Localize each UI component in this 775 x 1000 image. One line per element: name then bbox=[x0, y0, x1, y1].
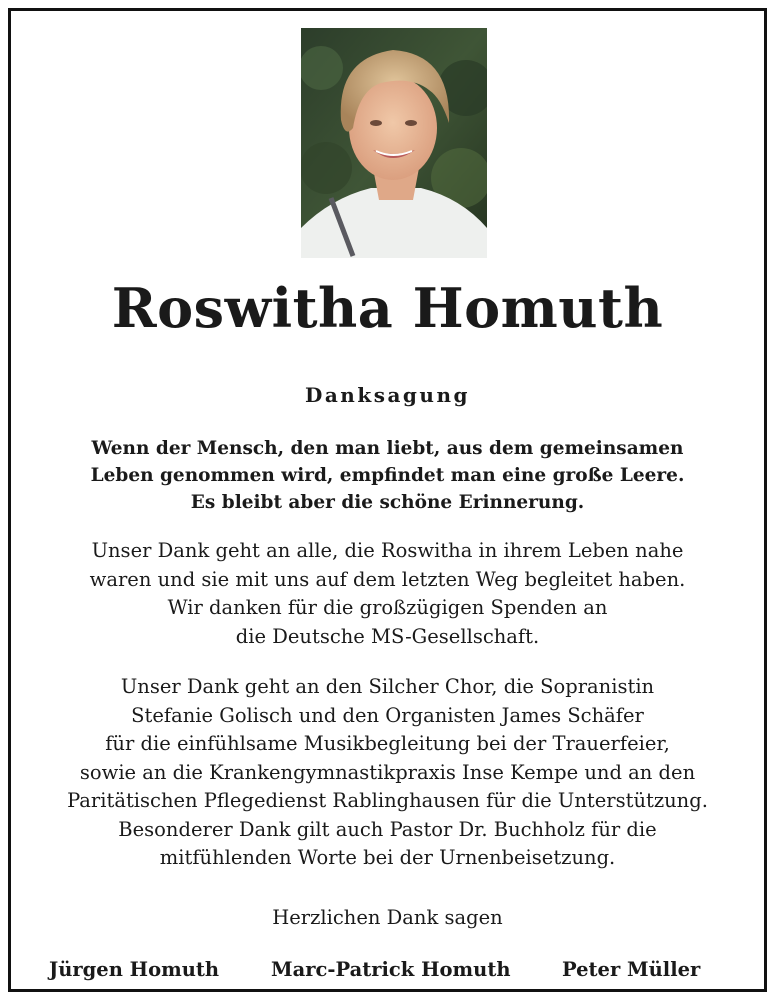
signer-name: Peter Müller bbox=[562, 958, 701, 981]
paragraph-line: mitfühlenden Worte bei der Urnenbeisetzung. bbox=[159, 846, 616, 869]
portrait-photo bbox=[301, 28, 487, 258]
signer-name: Marc-Patrick Homuth bbox=[271, 958, 511, 981]
thanks-paragraph-1 bbox=[11, 537, 764, 651]
paragraph-line: Wir danken für die großzügigen Spenden an bbox=[167, 596, 608, 619]
notice-title: Danksagung bbox=[305, 383, 470, 407]
deceased-name: Roswitha Homuth bbox=[111, 276, 664, 340]
paragraph-line: sowie an die Krankengymnastikpraxis Inse Kempe und an den bbox=[79, 760, 696, 784]
paragraph-line: Besonderer Dank gilt auch Pastor Dr. Buchholz für die bbox=[118, 817, 657, 841]
thanks-paragraph-2 bbox=[11, 673, 764, 873]
quote-line: Es bleibt aber die schöne Erinnerung. bbox=[190, 492, 585, 513]
paragraph-line: Stefanie Golisch und den Organisten James Schäfer bbox=[131, 703, 644, 727]
closing-line: Herzlichen Dank sagen bbox=[272, 906, 503, 929]
signer-name: Jürgen Homuth bbox=[49, 958, 220, 981]
quote-line: Leben genommen wird, empfindet man eine große Leere. bbox=[90, 465, 685, 486]
paragraph-line: die Deutsche MS-Gesellschaft. bbox=[235, 624, 540, 648]
paragraph-line: Paritätischen Pflegedienst Rablinghausen für die Unterstützung. bbox=[67, 789, 708, 812]
paragraph-line: waren und sie mit uns auf dem letzten Weg begleitet haben. bbox=[89, 567, 686, 591]
quote-line: Wenn der Mensch, den man liebt, aus dem gemeinsamen bbox=[91, 438, 684, 459]
signers bbox=[11, 958, 764, 986]
paragraph-line: Unser Dank geht an alle, die Roswitha in ihrem Leben nahe bbox=[91, 539, 684, 562]
quote bbox=[11, 435, 764, 516]
obituary-notice bbox=[8, 8, 767, 992]
paragraph-line: Unser Dank geht an den Silcher Chor, die Sopranistin bbox=[120, 675, 655, 698]
paragraph-line: für die einfühlsame Musikbegleitung bei der Trauerfeier, bbox=[105, 732, 670, 755]
